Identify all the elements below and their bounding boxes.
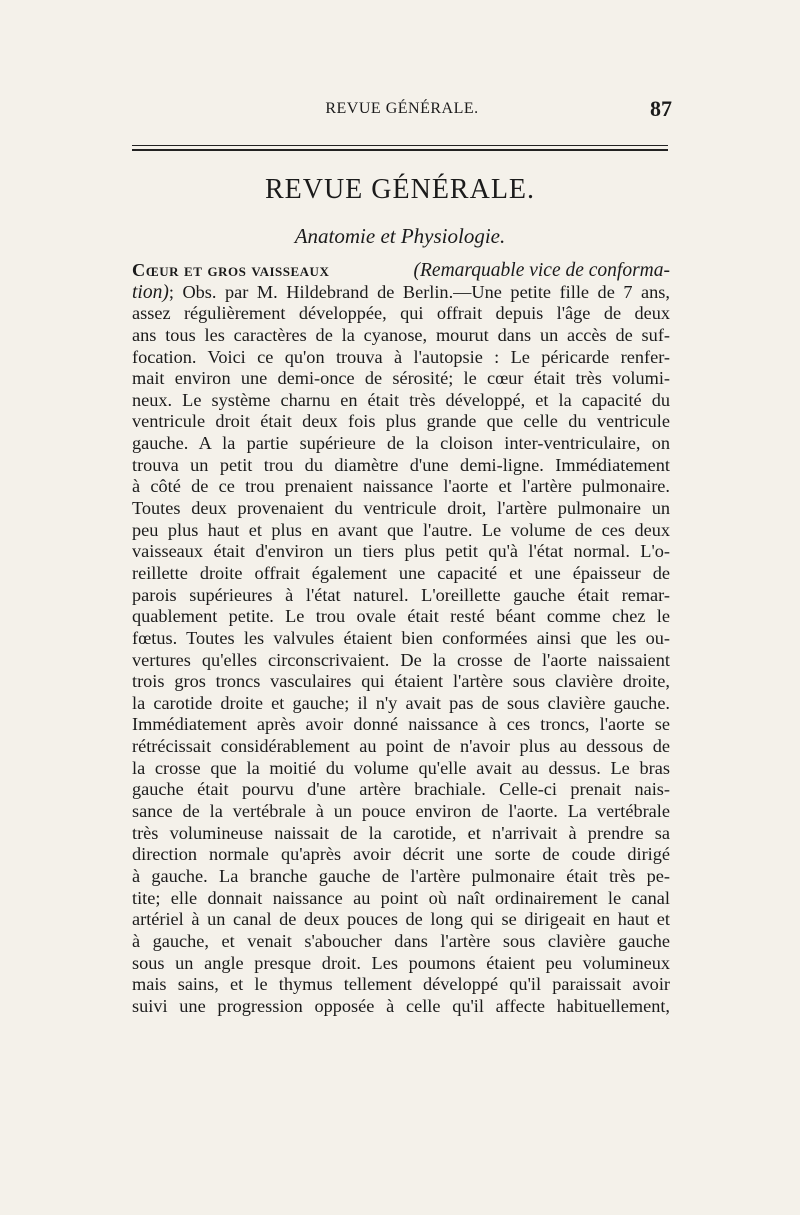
text-line [132, 909, 670, 931]
text-line [132, 844, 670, 866]
text-line [132, 585, 670, 607]
lead-smallcaps: Cœur et gros vaisseaux [132, 260, 330, 280]
line-text: la carotide droite et gauche; il n'y avait pas de sous clavière gauche. [132, 692, 670, 713]
text-line [132, 779, 670, 801]
text-line [132, 758, 670, 780]
text-line [132, 541, 670, 563]
text-line [132, 736, 670, 758]
text-line [132, 606, 670, 628]
line-text: neux. Le système charnu en était très développé, et la capacité du [132, 389, 670, 410]
line-text: fœtus. Toutes les valvules étaient bien conformées ainsi que les ou- [132, 627, 670, 648]
text-line [132, 433, 670, 455]
text-line [132, 563, 670, 585]
line-text: suivi une progression opposée à celle qu'il affecte habituellement, [132, 995, 670, 1016]
text-line [132, 974, 670, 996]
line-text: mais sains, et le thymus tellement développé qu'il paraissait avoir [132, 974, 670, 995]
line-text: ventricule droit était deux fois plus grande que celle du ventricule [132, 411, 670, 432]
text-line [132, 801, 670, 823]
running-head [132, 96, 672, 126]
rule-thick [132, 149, 668, 151]
text-line [132, 888, 670, 910]
subsection-title: Anatomie et Physiologie. [294, 224, 506, 248]
line-text: parois supérieures à l'état naturel. L'oreillette gauche était remar- [132, 584, 670, 605]
header-rule [132, 145, 668, 151]
text-line [132, 996, 670, 1018]
text-line [132, 260, 670, 282]
line-text: tite; elle donnait naissance au point où naît ordinairement le canal [132, 887, 670, 908]
text-line [132, 476, 670, 498]
line-text: gauche. A la partie supérieure de la cloison inter-ventriculaire, on [132, 433, 670, 454]
line-text: reillette droite offrait également une capacité et une épaisseur de [132, 562, 670, 583]
line-text: focation. Voici ce qu'on trouva à l'autopsie : Le péricarde renfer- [132, 346, 670, 367]
line-text: gauche était pourvu d'une artère brachiale. Celle-ci prenait nais- [132, 779, 670, 800]
line-text: assez régulièrement développée, qui offrait depuis l'âge de deux [132, 303, 670, 324]
text-line [132, 866, 670, 888]
line-text: ; Obs. par M. Hildebrand de Berlin.—Une petite fille de 7 ans, [168, 281, 670, 302]
lead-italic-cont: tion) [132, 281, 169, 303]
line-text: à gauche. La branche gauche de l'artère pulmonaire était très pe- [132, 865, 670, 886]
text-line [132, 520, 670, 542]
text-line [132, 368, 670, 390]
text-line [132, 953, 670, 975]
line-text: sance de la vertébrale à un pouce environ de l'aorte. La vertébrale [132, 801, 670, 822]
paragraph-lines [132, 303, 670, 1017]
text-line [132, 931, 670, 953]
line-text: à côté de ce trou prenaient naissance l'aorte et l'artère pulmonaire. [132, 476, 670, 497]
rule-thin [132, 145, 668, 146]
text-line [132, 714, 670, 736]
text-line [132, 671, 670, 693]
text-line [132, 303, 670, 325]
text-line [132, 693, 670, 715]
article-body [132, 260, 670, 1017]
line-text: Immédiatement après avoir donné naissance à ces troncs, l'aorte se [132, 714, 670, 735]
line-text: à gauche, et venait s'aboucher dans l'artère sous clavière gauche [132, 930, 670, 951]
text-line [132, 498, 670, 520]
line-text: peu plus haut et plus en avant que l'autre. Le volume de ces deux [132, 519, 670, 540]
line-text: Toutes deux provenaient du ventricule droit, l'artère pulmonaire un [132, 498, 670, 519]
line-text: vaisseaux était d'environ un tiers plus petit qu'à l'état normal. L'o- [132, 541, 670, 562]
line-text: très volumineuse naissait de la carotide, et n'arrivait à prendre sa [132, 822, 670, 843]
text-line [132, 628, 670, 650]
text-line [132, 650, 670, 672]
lead-italic: (Remarquable vice de conforma- [413, 260, 670, 281]
line-text: artériel à un canal de deux pouces de long qui se dirigeait en haut et [132, 909, 670, 930]
line-text: quablement petite. Le trou ovale était resté béant comme chez le [132, 606, 670, 627]
text-line [132, 347, 670, 369]
line-text: ans tous les caractères de la cyanose, mourut dans un accès de suf- [132, 324, 670, 345]
line-text: rétrécissait considérablement au point de n'avoir plus au dessous de [132, 736, 670, 757]
page-number: 87 [650, 96, 672, 121]
line-text: direction normale qu'après avoir décrit une sorte de coude dirigé [132, 844, 670, 865]
line-text: trouva un petit trou du diamètre d'une demi-ligne. Immédiatement [132, 454, 670, 475]
text-line [132, 325, 670, 347]
text-line [132, 390, 670, 412]
line-text: mait environ une demi-once de sérosité; le cœur était très volumi- [132, 368, 670, 389]
section-title: REVUE GÉNÉRALE. [264, 174, 536, 205]
line-text: sous un angle presque droit. Les poumons étaient peu volumineux [132, 952, 670, 973]
running-title: REVUE GÉNÉRALE. [325, 100, 479, 117]
text-line [132, 411, 670, 433]
line-text: la crosse que la moitié du volume qu'elle avait au dessus. Le bras [132, 757, 670, 778]
line-text: vertures qu'elles circonscrivaient. De la crosse de l'aorte naissaient [132, 649, 670, 670]
text-line [132, 282, 670, 304]
text-line [132, 455, 670, 477]
text-line [132, 823, 670, 845]
line-text: trois gros troncs vasculaires qui étaient l'artère sous clavière droite, [132, 671, 670, 692]
